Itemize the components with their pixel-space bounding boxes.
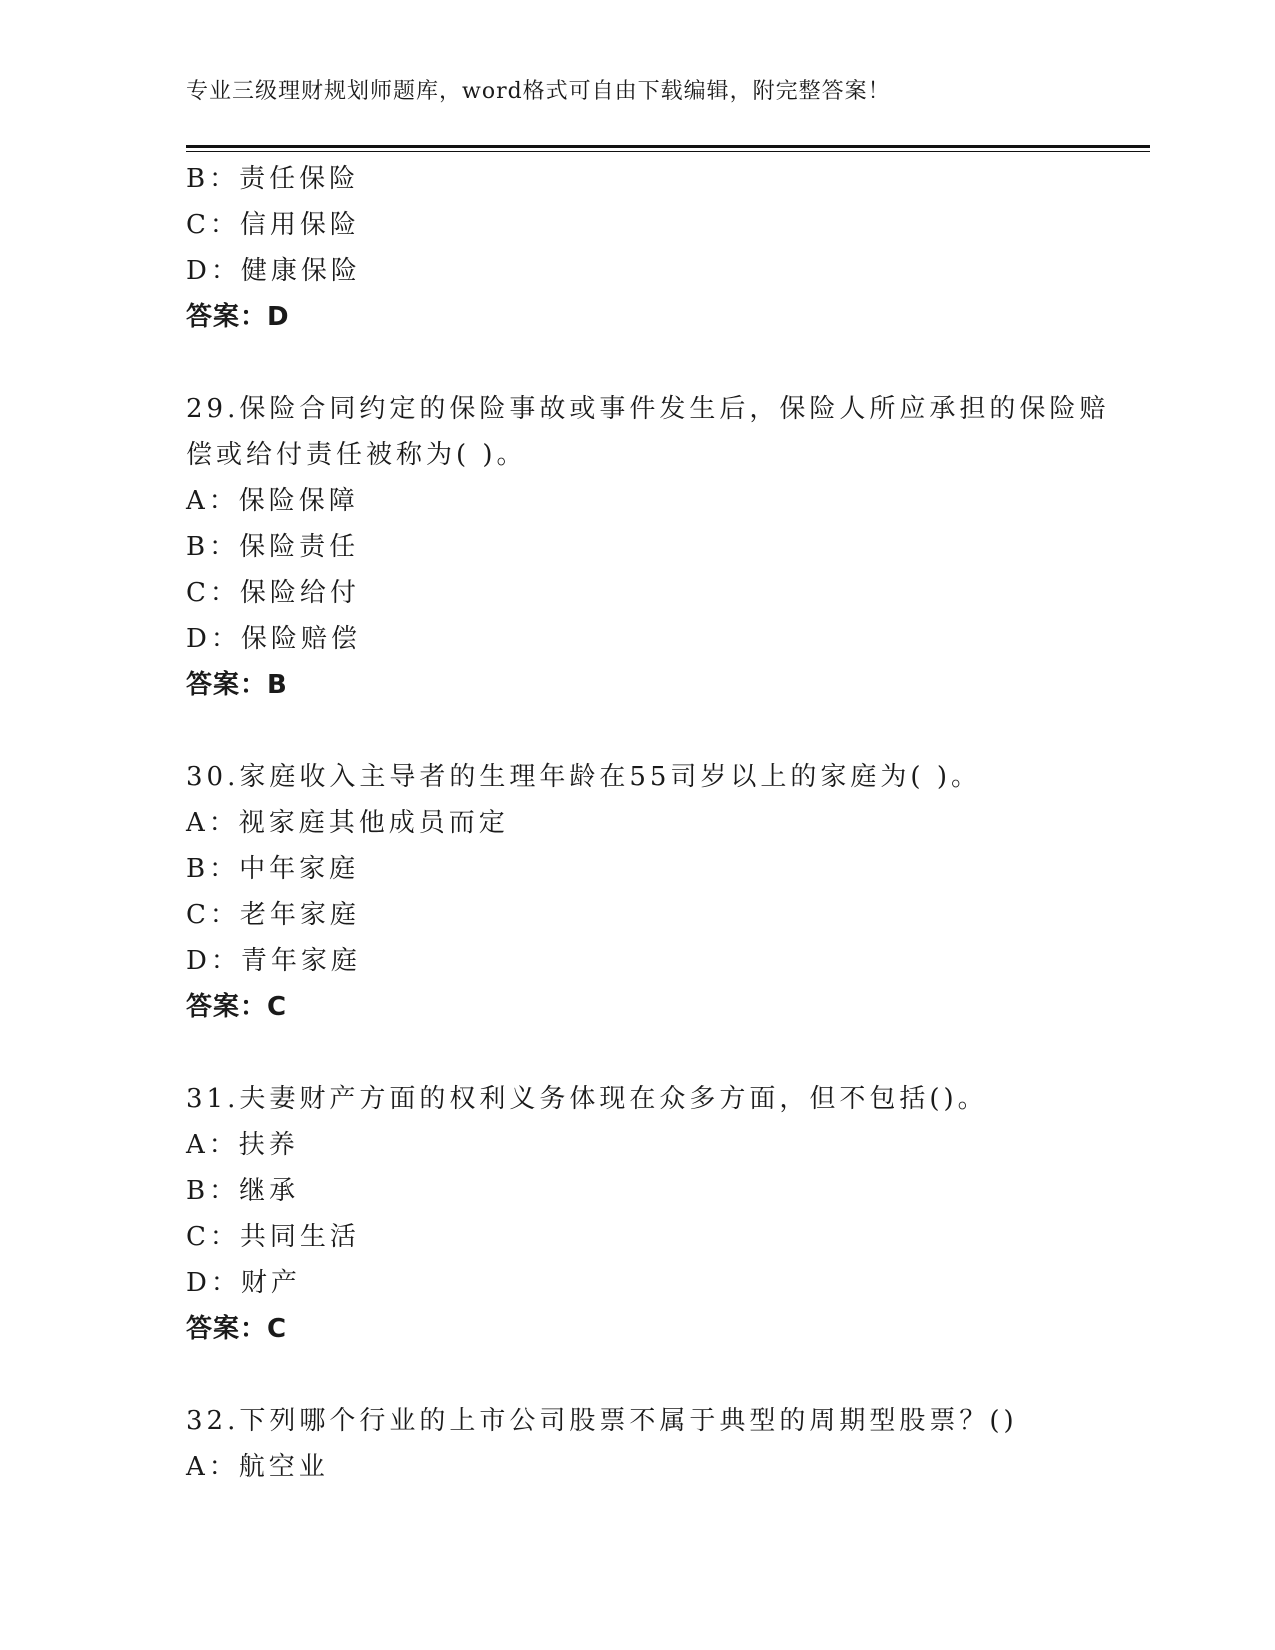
option-a: A：扶养 — [186, 1130, 299, 1160]
option-c: C：老年家庭 — [186, 900, 360, 930]
option-d: D：青年家庭 — [186, 946, 361, 976]
option-a: A：视家庭其他成员而定 — [186, 808, 509, 838]
question-30-stem: 30.家庭收入主导者的生理年龄在55司岁以上的家庭为( )。 — [186, 762, 981, 792]
option-c: C：共同生活 — [186, 1222, 360, 1252]
spacer — [186, 1030, 1116, 1076]
option-d: D：财产 — [186, 1268, 301, 1298]
answer-line: 答案：D — [186, 302, 290, 332]
question-29-stem-cont: 偿或给付责任被称为( )。 — [186, 440, 527, 470]
option-b: B：中年家庭 — [186, 854, 360, 884]
option-d: D：健康保险 — [186, 256, 361, 286]
option-b: B：继承 — [186, 1176, 300, 1206]
page-header-text: 专业三级理财规划师题库，word格式可自由下载编辑，附完整答案！ — [186, 79, 891, 104]
question-29-stem: 29.保险合同约定的保险事故或事件发生后，保险人所应承担的保险赔 — [186, 394, 1110, 424]
option-c: C：信用保险 — [186, 210, 360, 240]
answer-line: 答案：C — [186, 1314, 288, 1344]
question-32-stem: 32.下列哪个行业的上市公司股票不属于典型的周期型股票？() — [186, 1406, 1018, 1436]
option-c: C：保险给付 — [186, 578, 360, 608]
header-rule-thin — [186, 151, 1150, 152]
option-a: A：航空业 — [186, 1452, 329, 1482]
answer-line: 答案：B — [186, 670, 288, 700]
answer-line: 答案：C — [186, 992, 288, 1022]
option-b: B：责任保险 — [186, 164, 360, 194]
question-list — [186, 156, 1116, 1490]
header-rule — [186, 145, 1150, 148]
option-d: D：保险赔偿 — [186, 624, 361, 654]
question-31-stem: 31.夫妻财产方面的权利义务体现在众多方面，但不包括()。 — [186, 1084, 988, 1114]
spacer — [186, 708, 1116, 754]
spacer — [186, 340, 1116, 386]
option-a: A：保险保障 — [186, 486, 359, 516]
spacer — [186, 1352, 1116, 1398]
option-b: B：保险责任 — [186, 532, 360, 562]
